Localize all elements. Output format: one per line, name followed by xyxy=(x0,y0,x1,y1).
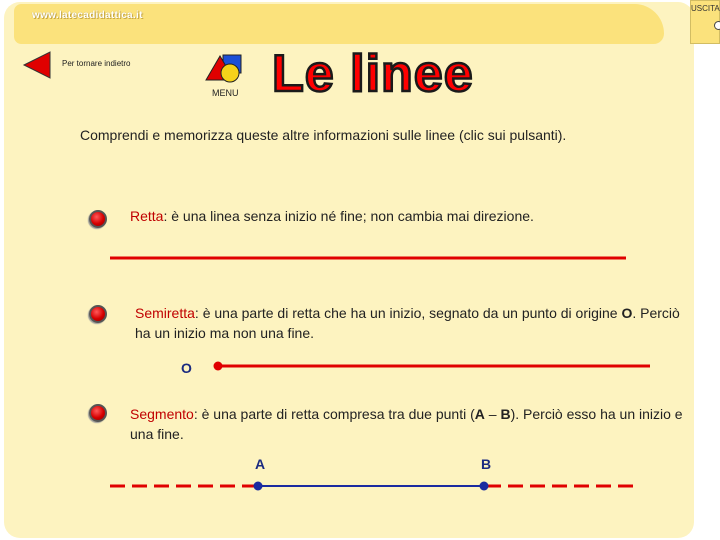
page-title: Le linee xyxy=(272,45,474,103)
segmento-text-b: ). Perciò esso ha un inizio e una fine. xyxy=(130,406,683,442)
segmento-term: Segmento xyxy=(130,406,194,422)
exit-dot-icon xyxy=(714,21,720,30)
back-arrow-icon[interactable] xyxy=(22,50,52,80)
retta-button[interactable] xyxy=(89,210,107,228)
menu-label[interactable]: MENU xyxy=(212,88,239,98)
origin-point xyxy=(214,362,223,371)
point-a-label: A xyxy=(255,456,266,472)
segmento-text-a: : è una parte di retta compresa tra due punti ( xyxy=(193,406,475,422)
retta-text: : è una linea senza inizio né fine; non cambia mai direzione. xyxy=(163,208,534,224)
semiretta-line xyxy=(100,354,660,378)
point-b-label: B xyxy=(481,456,492,472)
retta-definition xyxy=(130,206,534,226)
segmento-definition xyxy=(130,404,695,444)
site-url: www.latecadidattica.it xyxy=(32,10,143,21)
origin-label: O xyxy=(181,360,192,376)
semiretta-origin: O xyxy=(621,305,633,321)
exit-button[interactable] xyxy=(690,0,720,44)
segmento-button[interactable] xyxy=(89,404,107,422)
intro-text: Comprendi e memorizza queste altre informazioni sulle linee (clic sui pulsanti). xyxy=(80,127,567,143)
semiretta-text: : è una parte di retta che ha un inizio, segnato da un punto di origine xyxy=(194,305,618,321)
retta-line xyxy=(100,246,660,270)
back-label: Per tornare indietro xyxy=(62,59,131,68)
menu-shapes-icon[interactable] xyxy=(205,54,245,90)
point-b xyxy=(480,482,489,491)
semiretta-definition xyxy=(135,303,695,343)
exit-label: USCITA xyxy=(691,4,720,13)
segmento-dash: – xyxy=(484,406,501,422)
segmento-line xyxy=(100,474,660,498)
semiretta-text2: . Perciò ha un inizio ma non una fine. xyxy=(135,305,680,341)
segmento-b: B xyxy=(500,406,511,422)
segmento-a: A xyxy=(474,406,485,422)
point-a xyxy=(254,482,263,491)
retta-term: Retta xyxy=(130,208,164,224)
semiretta-button[interactable] xyxy=(89,305,107,323)
semiretta-term: Semiretta xyxy=(135,305,195,321)
